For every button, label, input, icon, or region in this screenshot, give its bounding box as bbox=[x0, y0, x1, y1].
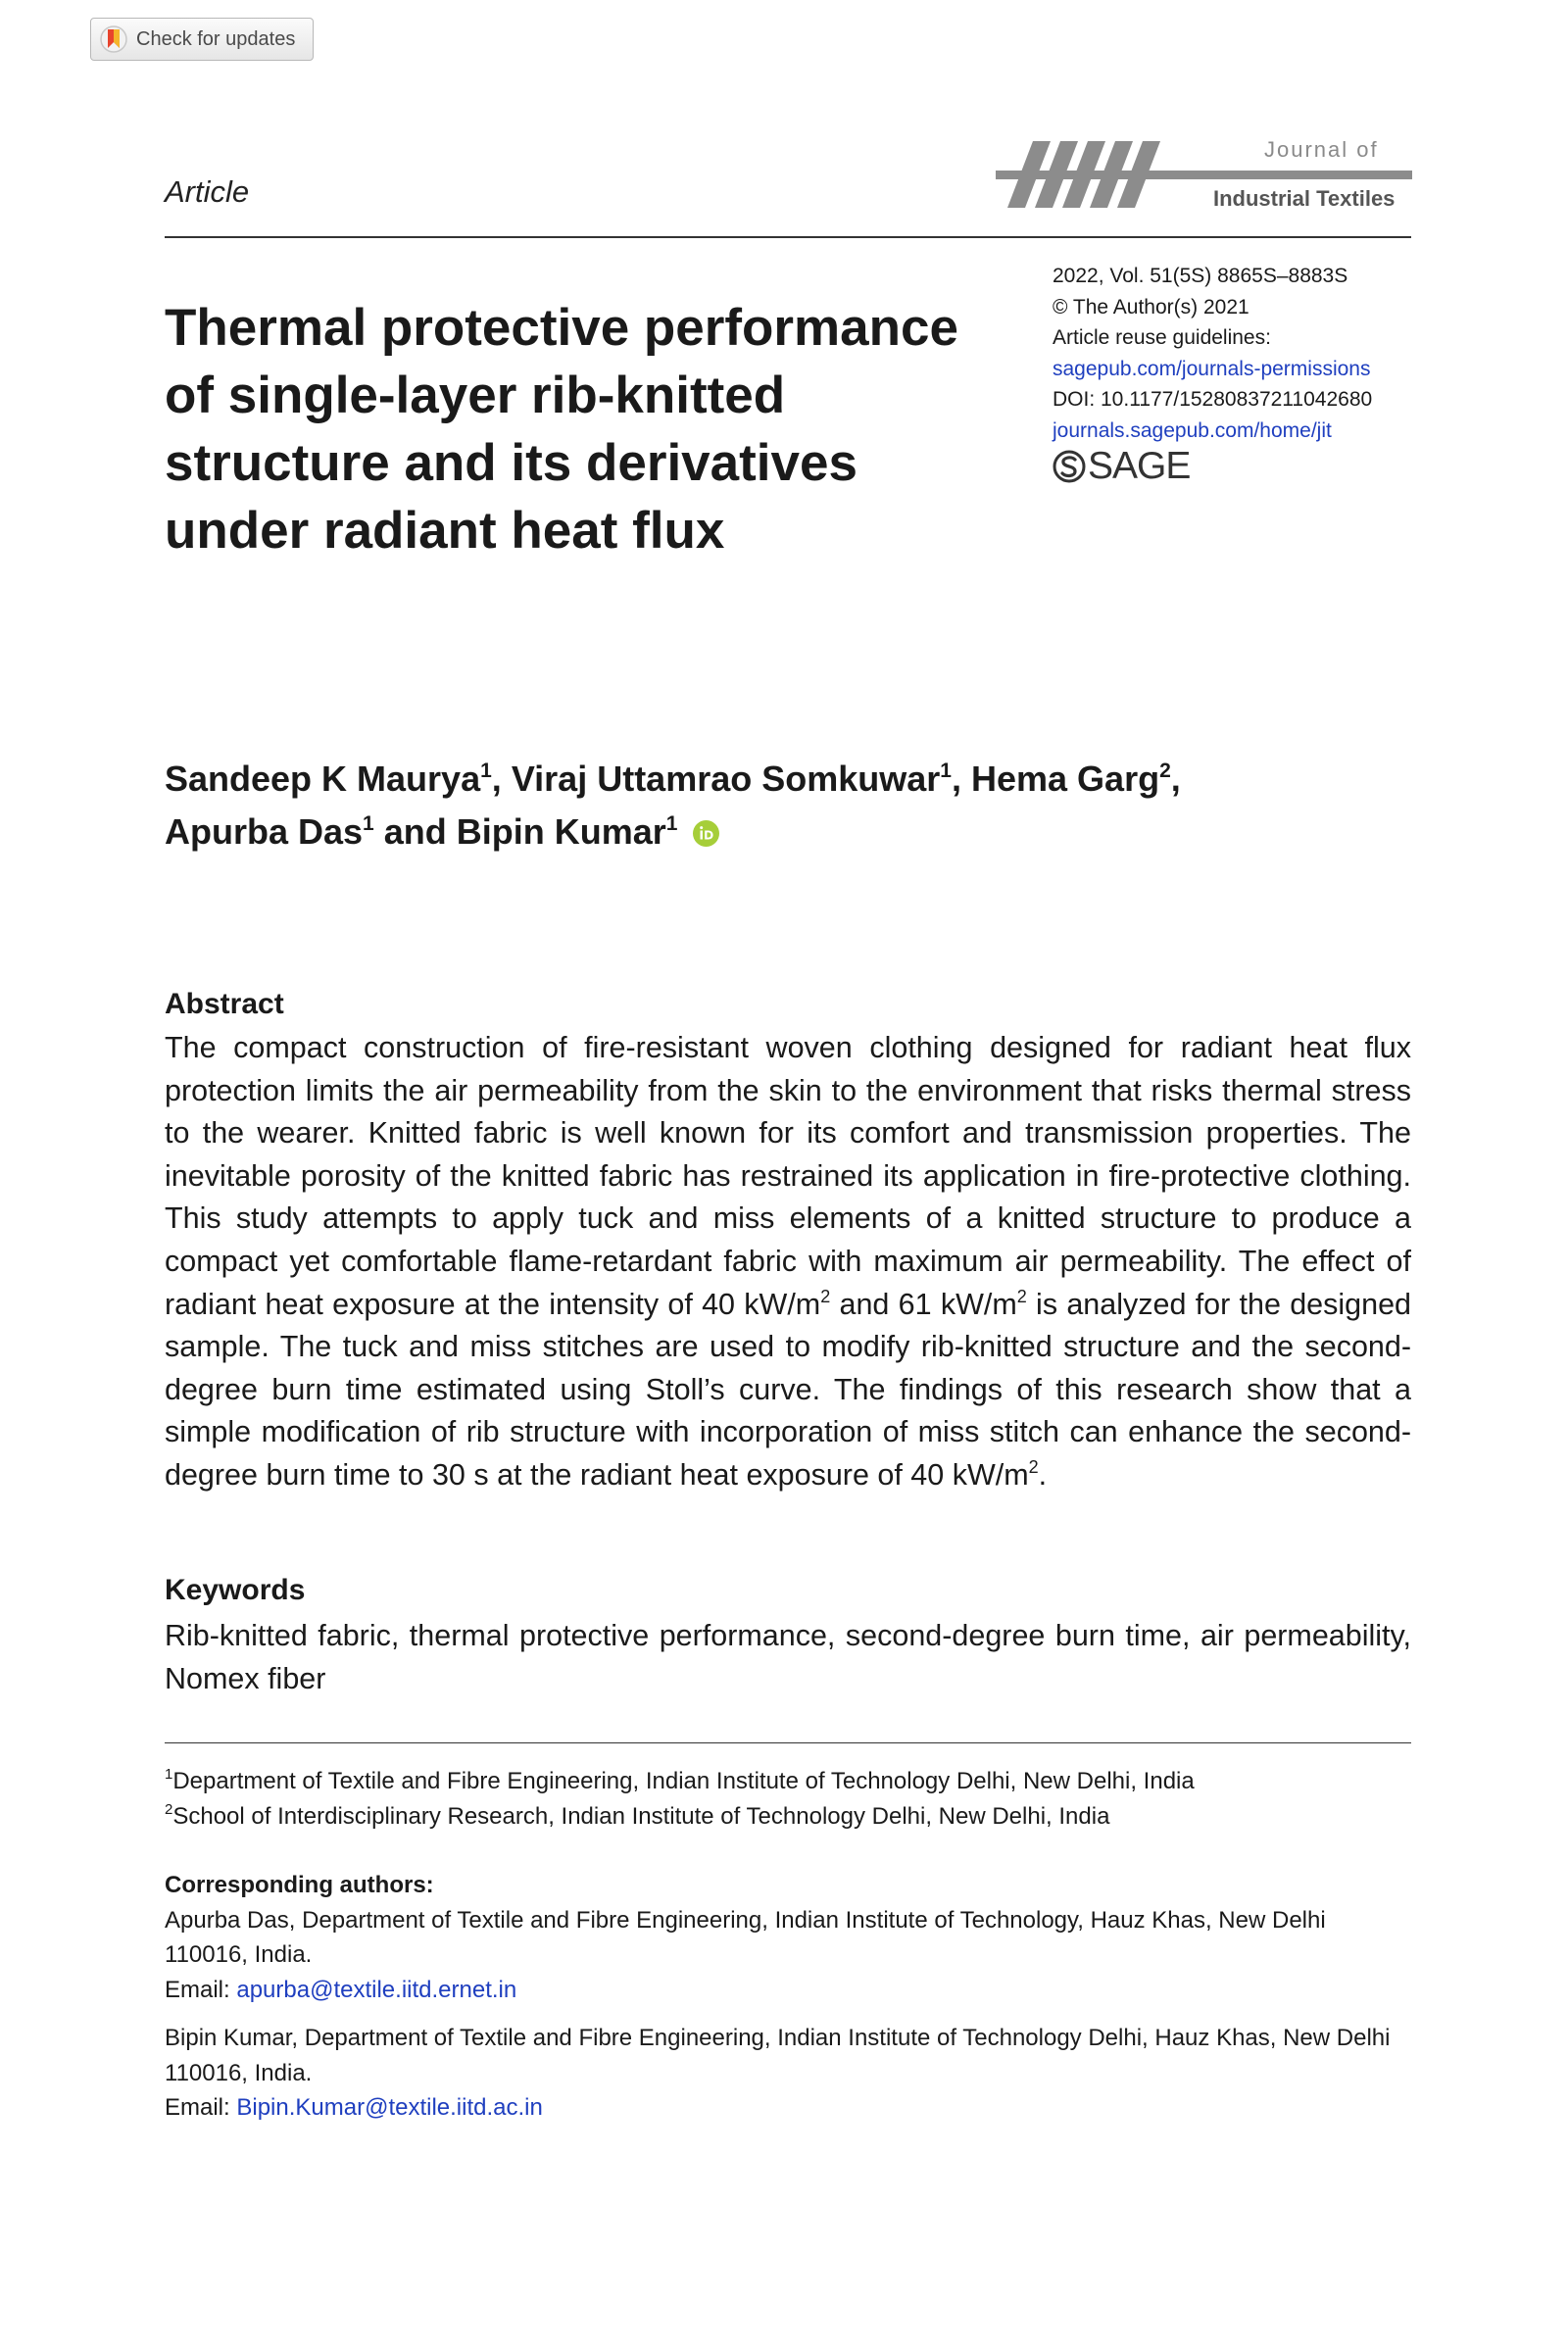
sage-logo-text: SAGE bbox=[1088, 445, 1191, 487]
permissions-link[interactable]: sagepub.com/journals-permissions bbox=[1053, 357, 1371, 380]
article-type-label: Article bbox=[165, 174, 250, 209]
author-name: Sandeep K Maurya bbox=[165, 759, 481, 799]
corresponding-author-2: Bipin Kumar, Department of Textile and Fibre Engineering, Indian Institute of Technology Delhi, Hauz Khas, New Delhi 110016, India. bbox=[165, 2025, 1391, 2086]
author-affiliation: 1 bbox=[940, 759, 952, 782]
author1-email-link[interactable]: apurba@textile.iitd.ernet.in bbox=[236, 1976, 517, 2003]
author-affiliation: 1 bbox=[363, 812, 374, 835]
footnote-rule bbox=[165, 1742, 1411, 1743]
author-name: Apurba Das bbox=[165, 811, 364, 852]
sage-s-icon bbox=[1053, 450, 1086, 483]
orcid-icon[interactable] bbox=[693, 820, 719, 847]
header-rule bbox=[165, 236, 1411, 238]
affiliation bbox=[165, 1799, 1429, 1835]
corresponding-author-1: Apurba Das, Department of Textile and Fibre Engineering, Indian Institute of Technology, Hauz Khas, New Delhi 110016, India. bbox=[165, 1906, 1326, 1968]
abstract-part: . bbox=[1038, 1457, 1048, 1492]
keywords-heading: Keywords bbox=[165, 1574, 306, 1606]
bookmark-icon bbox=[99, 24, 128, 54]
author-name: Hema Garg bbox=[971, 759, 1160, 799]
keywords-text: Rib-knitted fabric, thermal protective performance, second-degree burn time, air permeability, Nomex fiber bbox=[165, 1619, 1411, 1695]
author-affiliation: 2 bbox=[1159, 759, 1171, 782]
author-name: Viraj Uttamrao Somkuwar bbox=[511, 759, 941, 799]
affiliation-text: Department of Textile and Fibre Engineering, Indian Institute of Technology Delhi, New Delhi, India bbox=[172, 1768, 1195, 1794]
check-for-updates-label: Check for updates bbox=[136, 27, 296, 50]
affiliation bbox=[165, 1764, 1429, 1799]
author2-email-link[interactable]: Bipin.Kumar@textile.iitd.ac.in bbox=[236, 2094, 543, 2121]
abstract-part: The compact construction of fire-resistant woven clothing designed for radiant heat flux protection limits the air permeability from the skin to the environment that risks thermal stress to the wearer. Knitted fabric is well known for its comfort and transmission properties. The inevitable porosity of the knitted fabric has restrained its application in fire-protective clothing. This study attempts to apply tuck and miss elements of a knitted structure to produce a compact yet comfortable flame-retardant fabric with maximum air permeability. The effect of radiant heat exposure at the intensity of 40 kW/m bbox=[165, 1031, 1411, 1321]
corresponding-authors bbox=[165, 1868, 1411, 2126]
superscript-2: 2 bbox=[1028, 1456, 1039, 1477]
volume-info: 2022, Vol. 51(5S) 8865S–8883S bbox=[1053, 265, 1348, 287]
superscript-2: 2 bbox=[820, 1286, 831, 1306]
email-label: Email: bbox=[165, 1976, 230, 2003]
paper-title: Thermal protective performance of single-layer rib-knitted structure and its derivatives under radiant heat flux bbox=[165, 299, 958, 560]
reuse-label: Article reuse guidelines: bbox=[1053, 326, 1271, 349]
superscript-2: 2 bbox=[1016, 1286, 1027, 1306]
check-for-updates-button[interactable] bbox=[90, 18, 314, 61]
doi: DOI: 10.1177/15280837211042680 bbox=[1053, 388, 1373, 411]
abstract-part: is analyzed for the designed sample. The tuck and miss stitches are used to modify rib-knitted structure and the second-degree burn time estimated using Stoll’s curve. The findings of this research show that a simple modification of rib structure with incorporation of miss stitch can enhance the second-degree burn time to 30 s at the radiant heat exposure of 40 kW/m bbox=[165, 1287, 1412, 1492]
journal-of-text: Journal of bbox=[1264, 137, 1379, 162]
author-affiliation: 1 bbox=[480, 759, 492, 782]
journal-home-link[interactable]: journals.sagepub.com/home/jit bbox=[1053, 418, 1332, 442]
author-name: Bipin Kumar bbox=[456, 811, 666, 852]
abstract-text bbox=[165, 1027, 1411, 1497]
email-label: Email: bbox=[165, 2094, 230, 2121]
author-affiliation: 1 bbox=[665, 812, 678, 835]
affiliation-text: School of Interdisciplinary Research, Indian Institute of Technology Delhi, New Delhi, India bbox=[172, 1803, 1110, 1830]
abstract-heading: Abstract bbox=[165, 988, 284, 1020]
affiliation-number: 2 bbox=[165, 1801, 173, 1818]
abstract-part: and 61 kW/m bbox=[830, 1287, 1017, 1321]
sage-logo bbox=[1053, 445, 1190, 488]
journal-name: Industrial Textiles bbox=[1213, 186, 1396, 211]
article-meta bbox=[1053, 261, 1425, 446]
copyright: © The Author(s) 2021 bbox=[1053, 295, 1250, 318]
author-list: Sandeep K Maurya$^1$, Viraj Uttamrao Somkuwar$^1$, Hema Garg$^2$, Apurba Das$^1$ and Bipin Kumar$^1$ bbox=[165, 759, 1181, 852]
affiliations bbox=[165, 1764, 1429, 1835]
corresponding-label: Corresponding authors: bbox=[165, 1872, 434, 1898]
affiliation-number: 1 bbox=[165, 1766, 173, 1783]
